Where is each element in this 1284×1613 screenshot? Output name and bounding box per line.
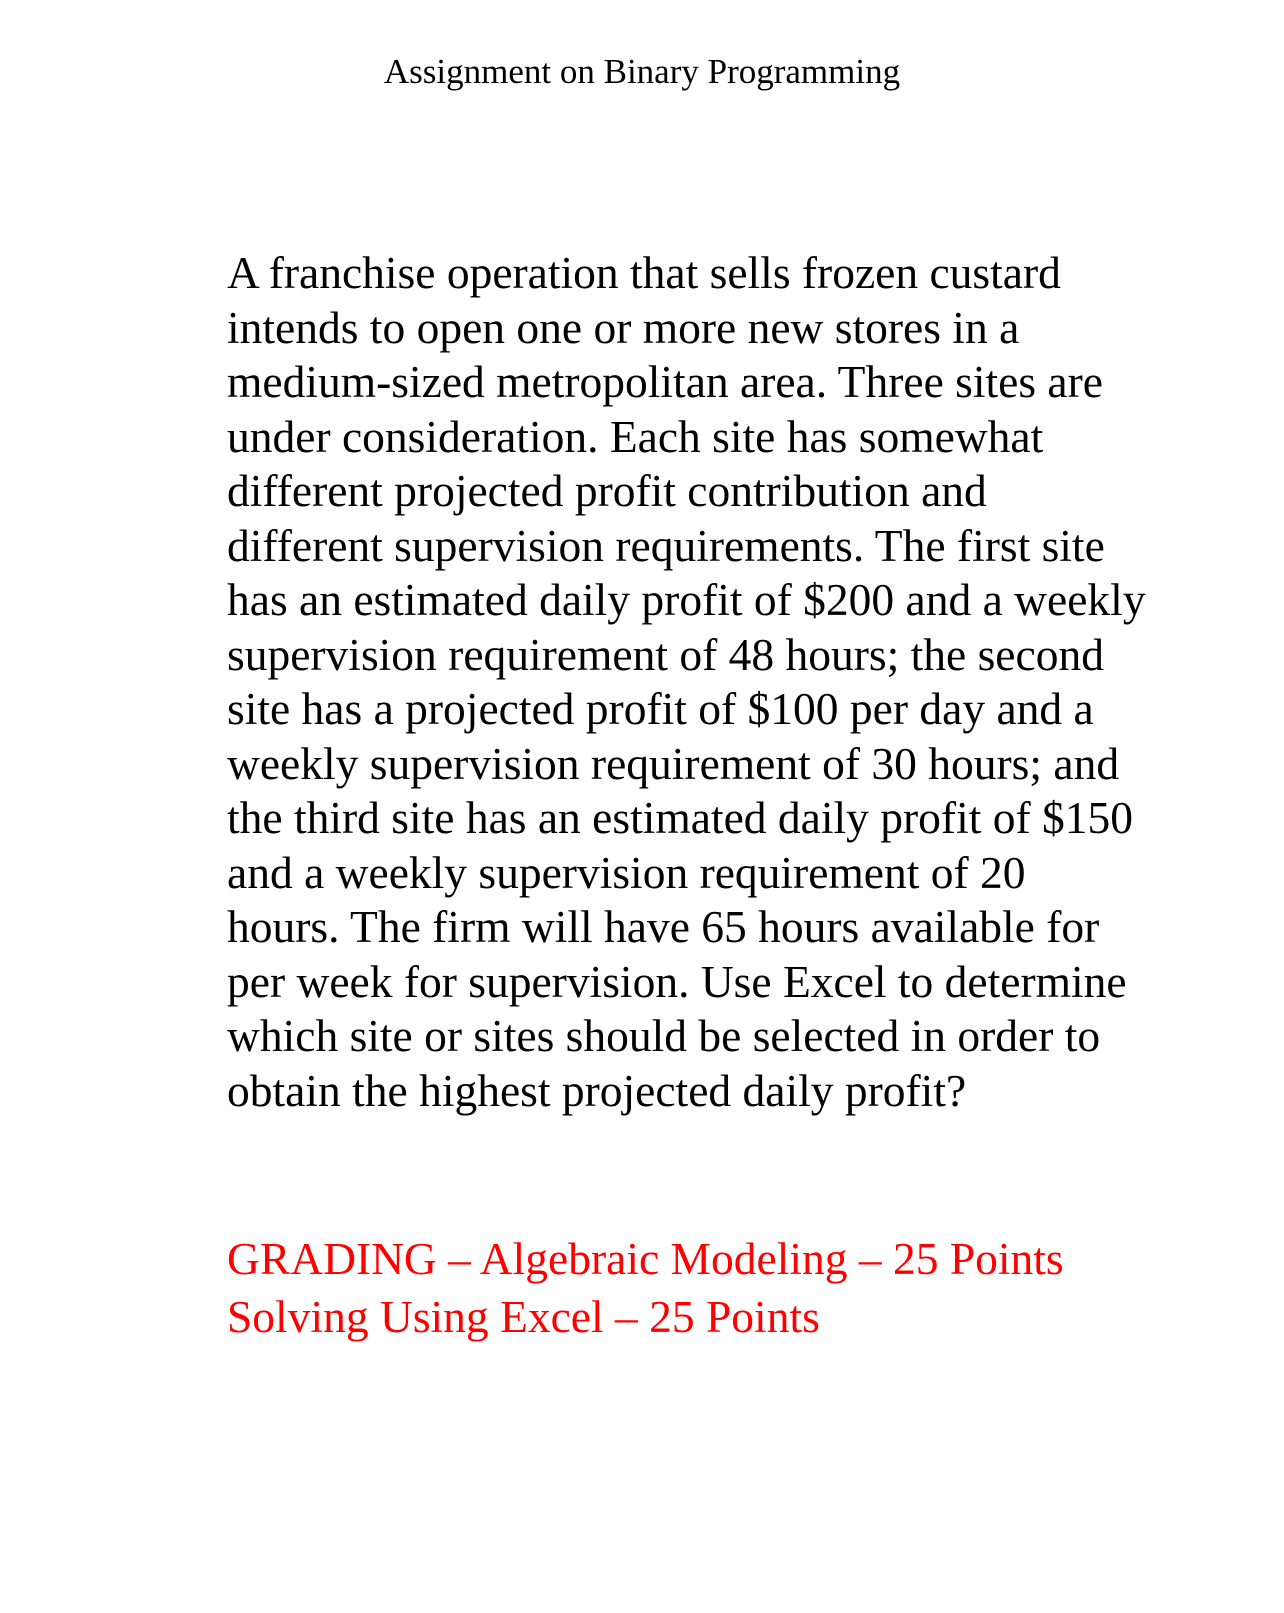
problem-statement: A franchise operation that sells frozen custard intends to open one or more new stores in a medium-sized metropolitan area. Three sites are under consideration. Each site has somewhat different projected profit contribution and different supervision requirements. The first site has an estimated daily profit of $200 and a weekly supervision requirement of 48 hours; the second site has a projected profit of $100 per day and a weekly supervision requirement of 30 hours; and the third site has an estimated daily profit of $150 and a weekly supervision requirement of 20 hours. The firm will have 65 hours available for per week for supervision. Use Excel to determine which site or sites should be selected in order to obtain the highest projected daily profit?: [227, 247, 1146, 1116]
grading-solving-excel: Solving Using Excel – 25 Points: [227, 1291, 820, 1342]
grading-algebraic-modeling: GRADING – Algebraic Modeling – 25 Points: [227, 1233, 1064, 1284]
document-title: Assignment on Binary Programming: [383, 52, 901, 91]
grading-section: [227, 1230, 1147, 1346]
